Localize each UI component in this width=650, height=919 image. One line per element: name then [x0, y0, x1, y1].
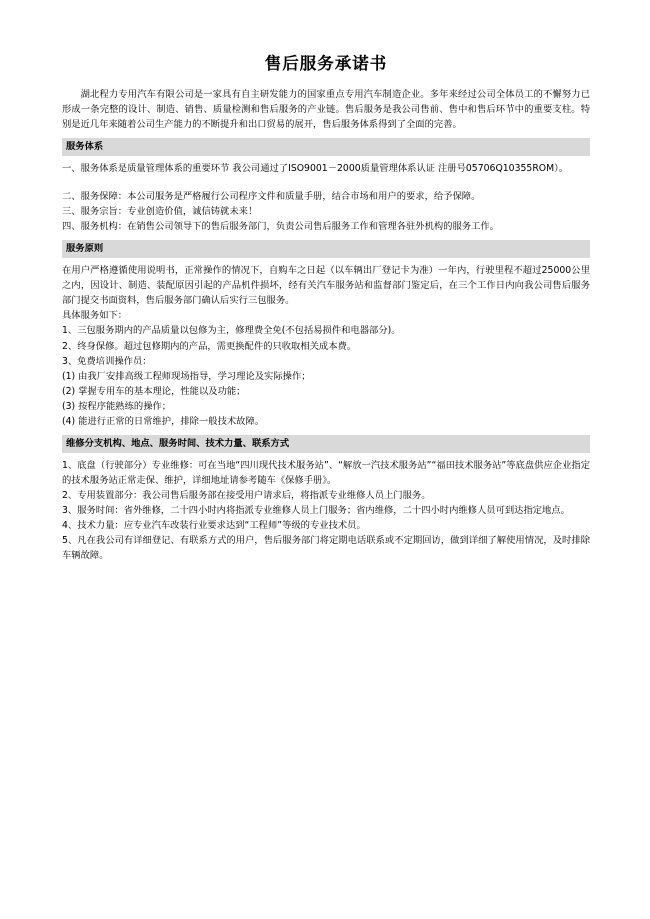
service-principles-sub-1: (1) 由我厂安排高级工程师现场指导，学习理论及实际操作； — [62, 370, 311, 382]
service-system-line-3: 三、服务宗旨：专业创造价值，诚信铸就未来！ — [62, 206, 258, 218]
service-system-line-1: 一、服务体系是质量管理体系的重要环节 我公司通过了ISO9001－2000质量管理体系认证 注册号05706Q10355ROM）。 — [62, 163, 569, 175]
section-heading-service-principles: 服务原则 — [62, 240, 590, 258]
section-heading-service-network: 维修分支机构、地点、服务时间、技术力量、联系方式 — [62, 435, 590, 453]
intro-paragraph: 湖北程力专用汽车有限公司是一家具有自主研发能力的国家重点专用汽车制造企业。多年来经过公司全体员工的不懈努力已形成一条完整的设计、制造、销售、质量检测和售后服务的产业链。售后服务是我公司售前、售中和售后环节中的重要支柱。特别是近几年来随着公司生产能力的不断提升和出口贸易的展开，售后服务体系得到了全面的完善。 — [62, 89, 590, 131]
service-principles-sub-4: (4) 能进行正常的日常维护，排除一般技术故障。 — [62, 415, 265, 427]
service-network-item-3: 3、服务时间：省外维修，二十四小时内将指派专业维修人员上门服务；省内维修，二十四小时内维修人员可到达指定地点。 — [62, 504, 570, 516]
service-principles-paragraph: 在用户严格遵循使用说明书，正常操作的情况下，自购车之日起（以车辆出厂登记卡为准）一年内，行驶里程不超过25000公里之内，因设计、制造、装配原因引起的产品机件损坏，经有关汽车服务站和监督部门鉴定后，在三个工作日内向我公司售后服务部门提交书面资料，售后服务部门确认后实行三包服务。 — [62, 265, 590, 307]
service-principles-sub-2: (2) 掌握专用车的基本理论，性能以及功能； — [62, 385, 246, 397]
service-system-line-2: 二、服务保障：本公司服务是严格履行公司程序文件和质量手册，结合市场和用户的要求，给予保障。 — [62, 191, 481, 203]
page-title: 售后服务承诺书 — [264, 54, 388, 73]
service-principles-item-1: 1、三包服务期内的产品质量以包修为主，修理费全免(不包括易损件和电器部分)。 — [62, 325, 401, 337]
section-heading-service-system: 服务体系 — [62, 138, 590, 156]
service-network-item-4: 4、技术力量：应专业汽车改装行业要求达到“工程师”等级的专业技术员。 — [62, 519, 366, 531]
service-network-item-1: 1、底盘（行驶部分）专业维修：可在当地“四川现代技术服务站”、“解放一汽技术服务站”“福田技术服务站”等底盘供应企业指定的技术服务站正常走保、维护，详细地址请参考随车《保修手册》。 — [62, 459, 590, 486]
service-principles-item-2: 2、终身保修。超过包修期内的产品，需更换配件的只收取相关成本费。 — [62, 340, 357, 352]
service-principles-item-3: 3、免费培训操作员： — [62, 355, 152, 367]
document-body — [62, 52, 590, 563]
service-network-item-5: 5、凡在我公司有详细登记、有联系方式的用户，售后服务部门将定期电话联系或不定期回访，做到详细了解使用情况，及时排除车辆故障。 — [62, 534, 590, 562]
service-network-item-2: 2、专用装置部分：我公司售后服务部在接受用户请求后，将指派专业维修人员上门服务。 — [62, 489, 431, 501]
service-principles-sub-3: (3) 按程序能熟练的操作； — [62, 400, 172, 412]
service-system-line-4: 四、服务机构：在销售公司领导下的售后服务部门，负责公司售后服务工作和管理各驻外机构的服务工作。 — [62, 221, 499, 233]
service-principles-line-detail: 具体服务如下： — [62, 310, 128, 322]
